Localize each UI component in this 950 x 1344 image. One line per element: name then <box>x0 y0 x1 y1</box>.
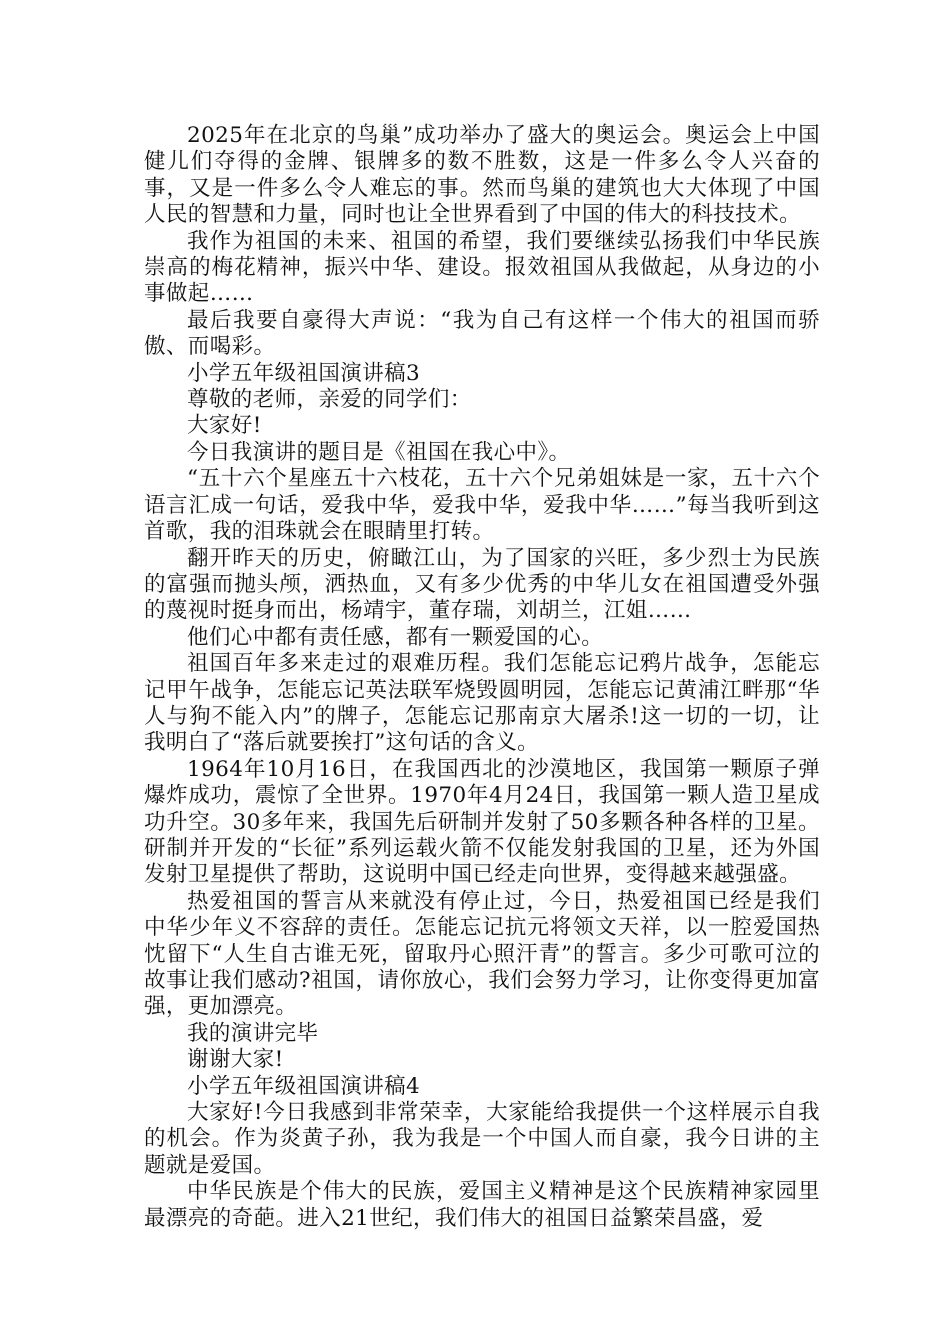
paragraph-responsibility: 他们心中都有责任感，都有一颗爱国的心。 <box>187 624 604 650</box>
speech-3-title: 小学五年级祖国演讲稿3 <box>187 360 421 386</box>
paragraph-future-hope: 我作为祖国的未来、祖国的希望，我们要继续弘扬我们中华民族崇高的梅花精神，振兴中华、建设。报效祖国从我做起，从身边的小事做起…… <box>144 228 820 307</box>
paragraph-song: “五十六个星座五十六枝花，五十六个兄弟姐妹是一家，五十六个语言汇成一句话，爱我中华，爱我中华，爱我中华……”每当我听到这首歌，我的泪珠就会在眼睛里打转。 <box>144 466 820 545</box>
speech-4-title: 小学五年级祖国演讲稿4 <box>187 1073 421 1099</box>
greeting: 大家好! <box>187 413 262 439</box>
document-page <box>144 123 820 1232</box>
thanks: 谢谢大家! <box>187 1047 284 1073</box>
paragraph-speech-4-intro: 大家好!今日我感到非常荣幸，大家能给我提供一个这样展示自我的机会。作为炎黄子孙，我为我是一个中国人而自豪，我今日讲的主题就是爱国。 <box>144 1100 820 1178</box>
speech-end: 我的演讲完毕 <box>187 1020 319 1046</box>
paragraph-patriotism: 中华民族是个伟大的民族，爱国主义精神是这个民族精神家园里最漂亮的奇葩。进入21世纪，我们伟大的祖国日益繁荣昌盛，爱 <box>144 1179 820 1231</box>
salutation: 尊敬的老师，亲爱的同学们： <box>187 387 472 413</box>
speech-topic: 今日我演讲的题目是《祖国在我心中》。 <box>187 439 571 465</box>
paragraph-proud-shout: 最后我要自豪得大声说：“我为自己有这样一个伟大的祖国而骄傲、而喝彩。 <box>144 307 820 360</box>
paragraph-oath: 热爱祖国的誓言从来就没有停止过，今日，热爱祖国已经是我们中华少年义不容辞的责任。怎能忘记抗元将领文天祥，以一腔爱国热忱留下“人生自古谁无死，留取丹心照汗青”的誓言。多少可歌可泣的故事让我们感动?祖国，请你放心，我们会努力学习，让你变得更加富强，更加漂亮。 <box>144 888 820 1020</box>
paragraph-bird-nest-olympics: 2025年在北京的鸟巢”成功举办了盛大的奥运会。奥运会上中国健儿们夺得的金牌、银牌多的数不胜数，这是一件多么令人兴奋的事，又是一件多么令人难忘的事。然而鸟巢的建筑也大大体现了中国人民的智慧和力量，同时也让全世界看到了中国的伟大的科技技术。 <box>144 123 820 228</box>
paragraph-satellites: 1964年10月16日，在我国西北的沙漠地区，我国第一颗原子弹爆炸成功，震惊了全世界。1970年4月24日，我国第一颗人造卫星成功升空。30多年来，我国先后研制并发射了50多颗各种各样的卫星。研制并开发的“长征”系列运载火箭不仅能发射我国的卫星，还为外国发射卫星提供了帮助，这说明中国已经走向世界，变得越来越强盛。 <box>144 756 820 888</box>
paragraph-history: 翻开昨天的历史，俯瞰江山，为了国家的兴旺，多少烈士为民族的富强而抛头颅，洒热血，又有多少优秀的中华儿女在祖国遭受外强的蔑视时挺身而出，杨靖宇，董存瑞，刘胡兰，江姐…… <box>144 545 820 624</box>
paragraph-hardships: 祖国百年多来走过的艰难历程。我们怎能忘记鸦片战争，怎能忘记甲午战争，怎能忘记英法联军烧毁圆明园，怎能忘记黄浦江畔那“华人与狗不能入内”的牌子，怎能忘记那南京大屠杀!这一切的一切，让我明白了“落后就要挨打”这句话的含义。 <box>144 651 820 756</box>
